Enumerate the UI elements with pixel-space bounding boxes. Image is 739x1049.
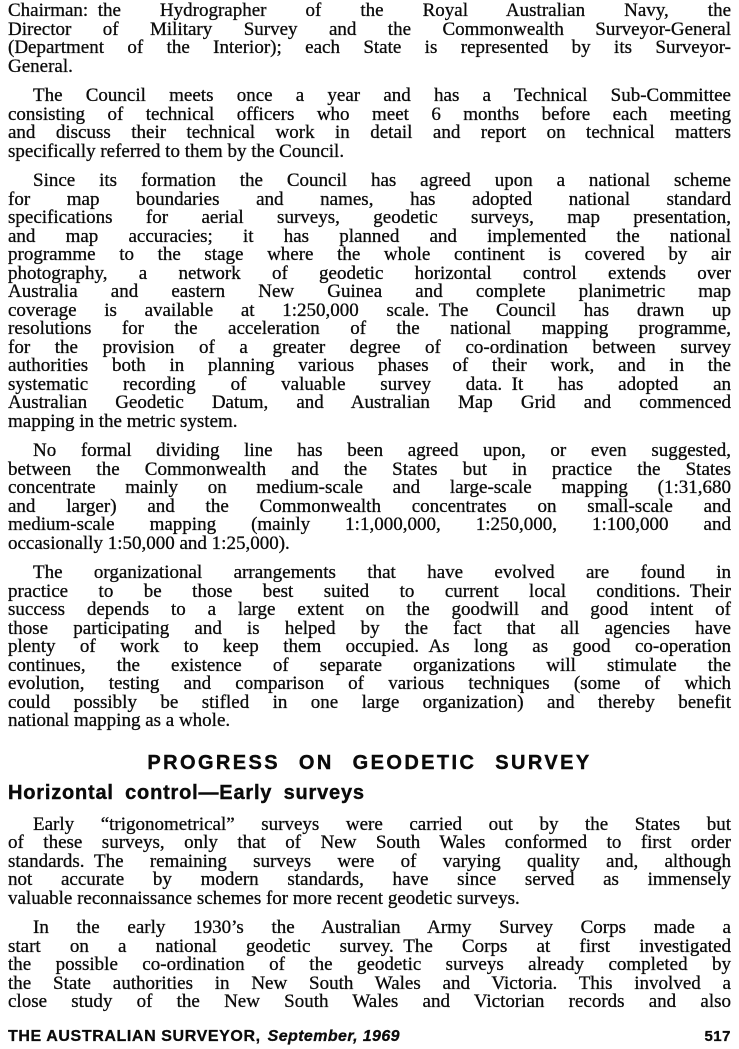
- text-line: close study of the New South Wales and Victorian records and also: [8, 991, 731, 1012]
- text-line: Australian Geodetic Datum, and Australian Map Grid and commenced: [8, 392, 731, 413]
- text-line: authorities both in planning various phases of their work, and in the: [8, 355, 731, 376]
- text-line: In the early 1930’s the Australian Army Survey Corps made a: [33, 917, 731, 938]
- text-line: occasionally 1:50,000 and 1:25,000).: [8, 532, 290, 554]
- text-line: standards. The remaining surveys were of varying quality and, although: [8, 850, 731, 872]
- text-line: for the provision of a greater degree of co-ordination between survey: [8, 336, 731, 358]
- text-line: not accurate by modern standards, have since served as immensely: [8, 869, 731, 890]
- text-line: those participating and is helped by the fact that all agencies have: [8, 617, 731, 639]
- text-line: concentrate mainly on medium-scale and large-scale mapping (1:31,680: [8, 477, 731, 498]
- page-footer: [8, 1028, 731, 1046]
- text-line: continues, the existence of separate organizations will stimulate the: [8, 654, 731, 676]
- text-line: systematic recording of valuable survey data. It has adopted an: [8, 373, 731, 395]
- text-line: coverage is available at 1:250,000 scale. The Council has drawn up: [8, 299, 731, 321]
- text-line: and larger) and the Commonwealth concentrates on small-scale and: [8, 495, 731, 517]
- text-line: national mapping as a whole.: [8, 710, 231, 731]
- text-line: specifically referred to them by the Council.: [8, 140, 345, 162]
- text-line: Australia and eastern New Guinea and complete planimetric map: [8, 281, 731, 302]
- text-line: programme to the stage where the whole continent is covered by air: [8, 244, 731, 265]
- paragraph: [8, 442, 731, 553]
- text-line: Chairman: the Hydrographer of the Royal Australian Navy, the: [8, 0, 731, 21]
- page-number: 517: [704, 1028, 731, 1045]
- text-line: consisting of technical officers who meet 6 months before each meeting: [8, 103, 731, 125]
- text-line: The Council meets once a year and has a Technical Sub-Committee: [33, 85, 731, 106]
- paragraph: [8, 172, 731, 431]
- text-line: Early “trigonometrical” surveys were carried out by the States but: [33, 813, 731, 835]
- text-line: Director of Military Survey and the Commonwealth Surveyor-General: [8, 18, 731, 40]
- subsection-heading: Horizontal control—Early surveys: [8, 781, 365, 804]
- text-line: start on a national geodetic survey. The Corps at first investigated: [8, 935, 731, 957]
- issue-date: September, 1969: [267, 1028, 400, 1045]
- text-line: (Department of the Interior); each State is represented by its Surveyor-: [8, 37, 731, 58]
- text-line: for map boundaries and names, has adopted national standard: [8, 188, 731, 210]
- journal-title: THE AUSTRALIAN SURVEYOR,: [8, 1028, 261, 1045]
- paragraph: [8, 564, 731, 731]
- text-line: and discuss their technical work in detail and report on technical matters: [8, 122, 731, 143]
- text-line: and map accuracies; it has planned and implemented the national: [8, 225, 731, 247]
- document-body: [8, 2, 731, 1023]
- section-heading: PROGRESS ON GEODETIC SURVEY: [147, 751, 592, 774]
- text-line: the State authorities in New South Wales and Victoria. This involved a: [8, 972, 731, 994]
- text-line: photography, a network of geodetic horizontal control extends over: [8, 262, 731, 284]
- text-line: The organizational arrangements that have evolved are found in: [33, 562, 731, 583]
- text-line: Since its formation the Council has agreed upon a national scheme: [33, 170, 731, 191]
- text-line: could possibly be stifled in one large organization) and thereby benefit: [8, 691, 731, 713]
- paragraph: [8, 813, 731, 909]
- paragraph: [8, 87, 731, 161]
- text-line: resolutions for the acceleration of the national mapping programme,: [8, 318, 731, 339]
- text-line: the possible co-ordination of the geodetic surveys already completed by: [8, 954, 731, 975]
- text-line: evolution, testing and comparison of various techniques (some of which: [8, 673, 731, 694]
- paragraph: [8, 919, 731, 1012]
- text-line: specifications for aerial surveys, geodetic surveys, map presentation,: [8, 207, 731, 228]
- text-line: of these surveys, only that of New South Wales conformed to first order: [8, 832, 731, 853]
- text-line: success depends to a large extent on the goodwill and good intent of: [8, 599, 731, 620]
- text-line: medium-scale mapping (mainly 1:1,000,000, 1:250,000, 1:100,000 and: [8, 514, 731, 535]
- text-line: plenty of work to keep them occupied. As long as good co-operation: [8, 636, 731, 657]
- text-line: General.: [8, 55, 73, 77]
- text-line: between the Commonwealth and the States but in practice the States: [8, 458, 731, 480]
- text-line: valuable reconnaissance schemes for more recent geodetic surveys.: [8, 887, 520, 909]
- text-line: mapping in the metric system.: [8, 410, 238, 432]
- text-line: No formal dividing line has been agreed upon, or even suggested,: [33, 440, 731, 461]
- paragraph: [8, 2, 731, 76]
- text-line: practice to be those best suited to current local conditions. Their: [8, 580, 731, 602]
